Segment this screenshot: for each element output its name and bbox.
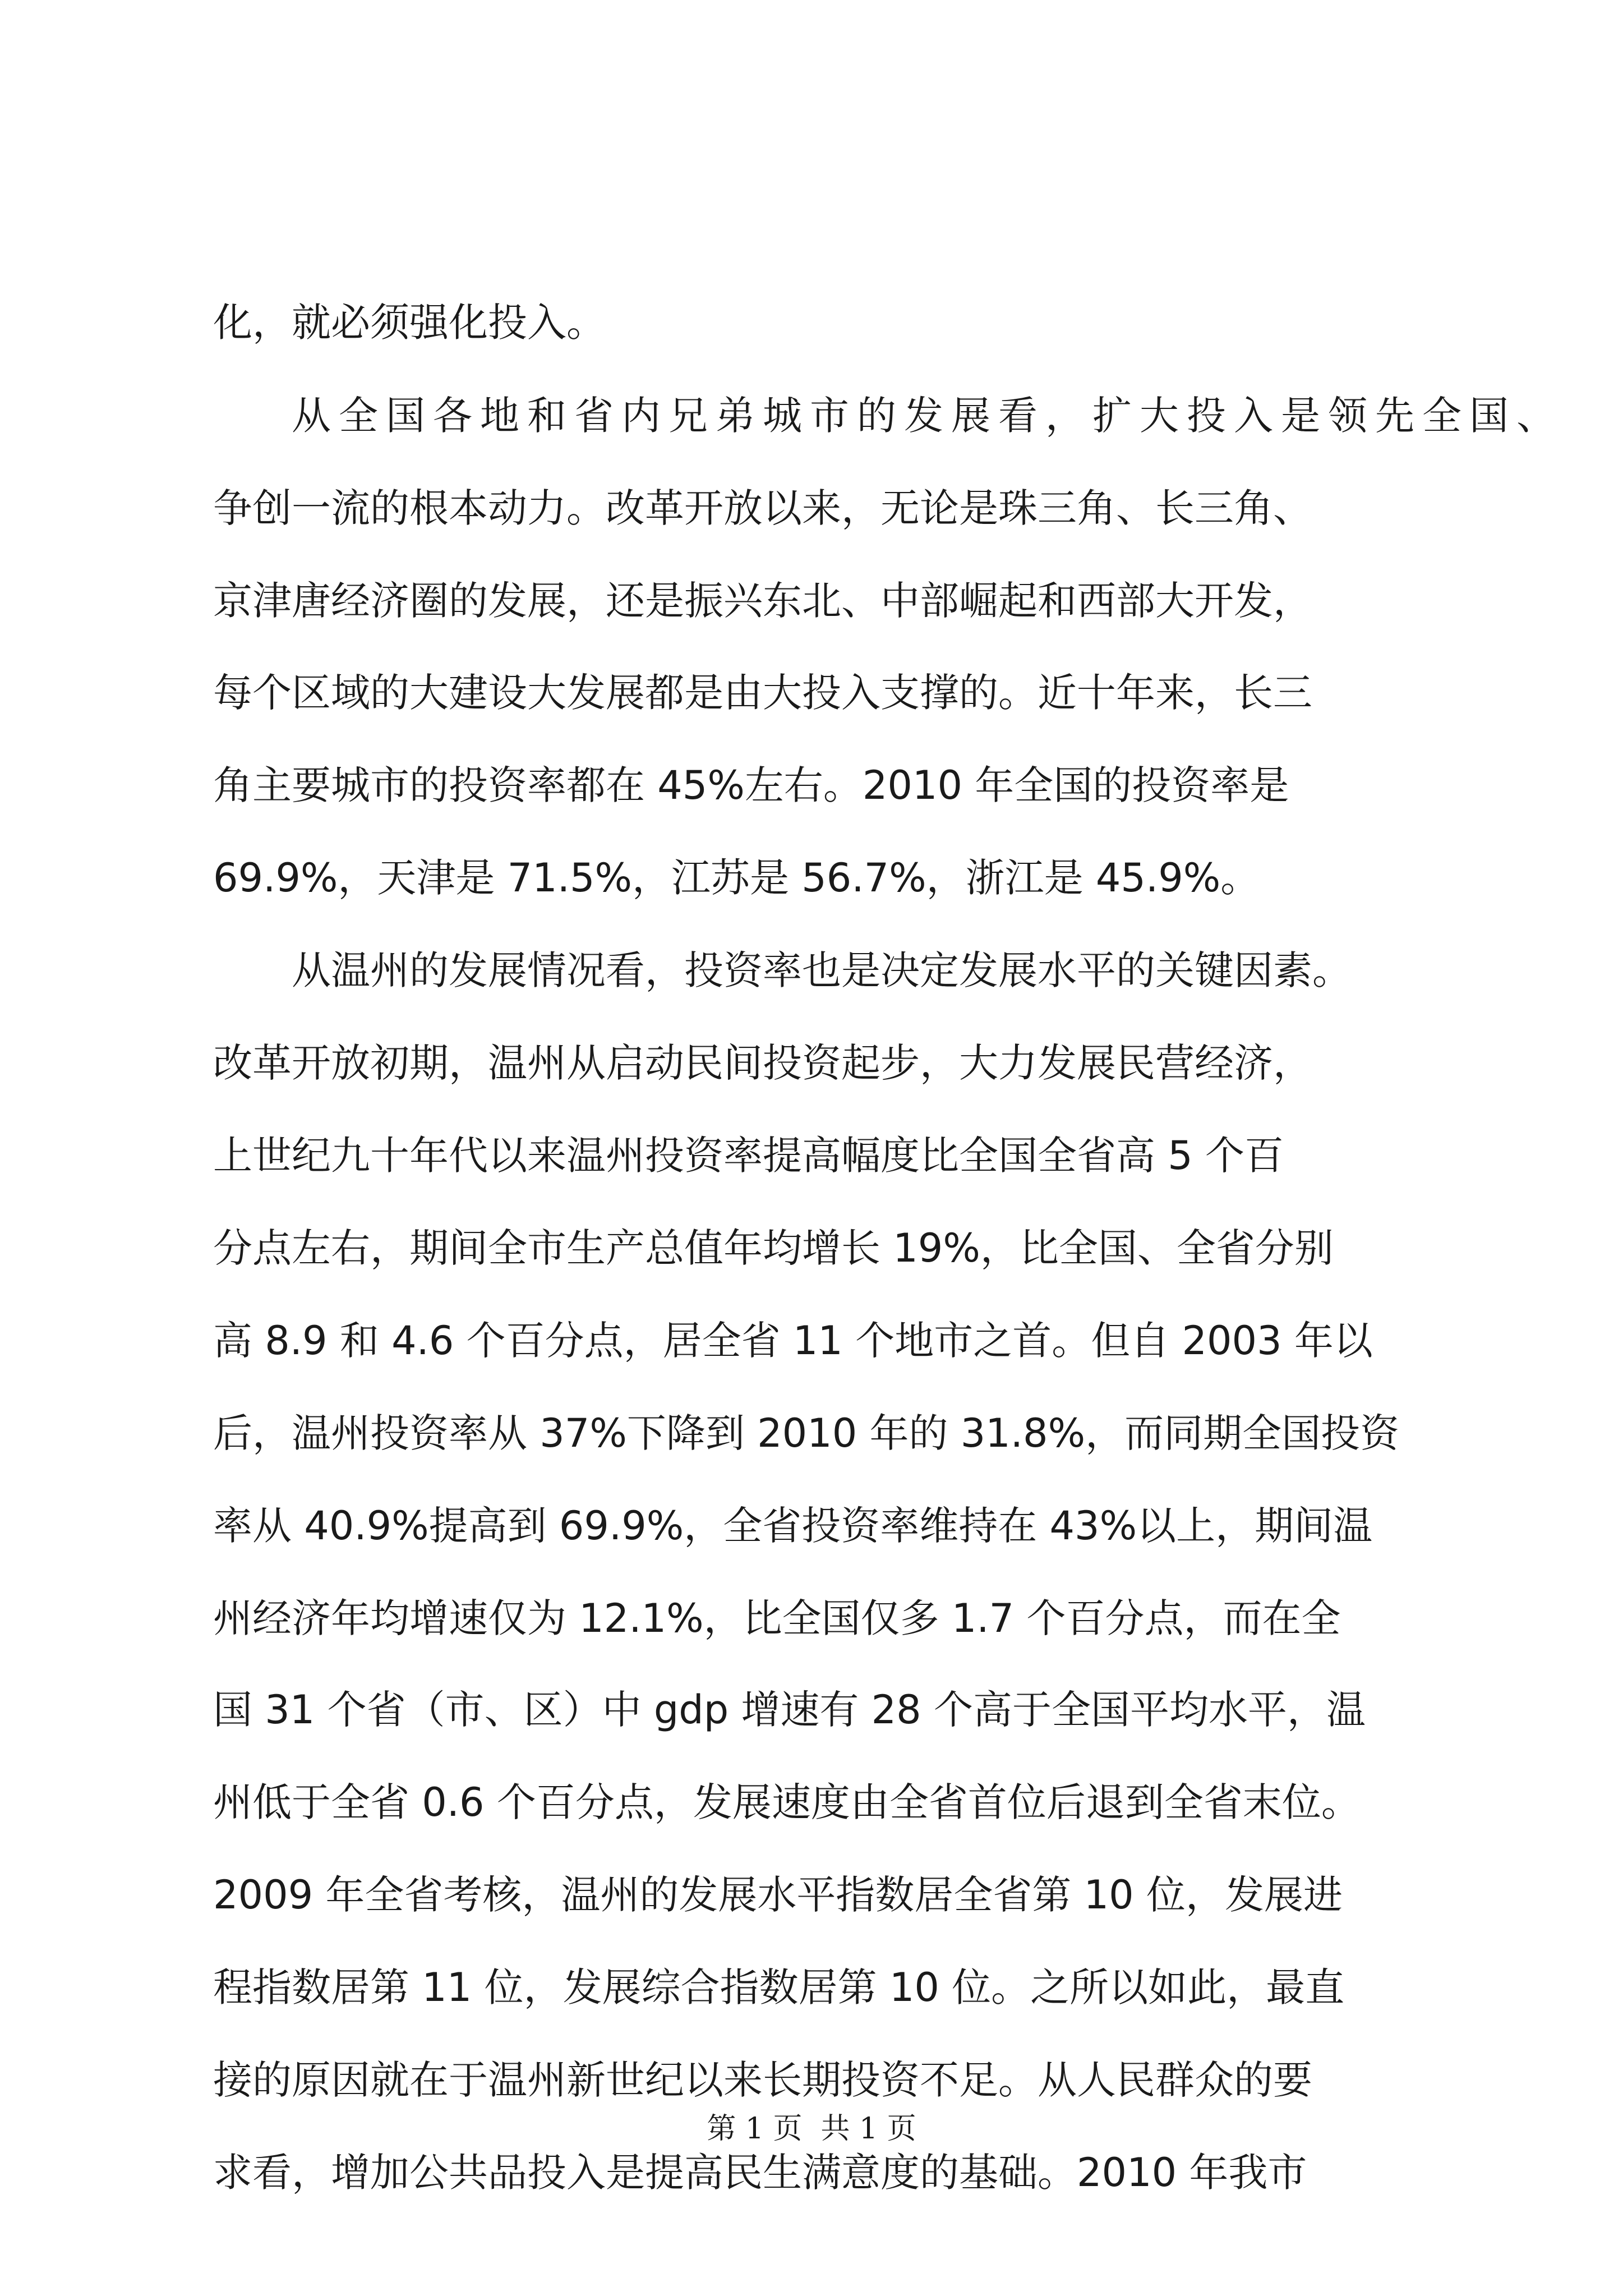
text-line-8: 从温州的发展情况看，投资率也是决定发展水平的关键因素。 <box>292 947 1352 993</box>
text-line-12: 高 8.9 和 4.6 个百分点，居全省 11 个地市之首。但自 2003 年以 <box>213 1318 1373 1364</box>
text-line-1: 化，就必须强化投入。 <box>213 300 606 346</box>
text-line-7: 69.9%，天津是 71.5%，江苏是 56.7%，浙江是 45.9%。 <box>213 855 1260 901</box>
text-line-21: 求看，增加公共品投入是提高民生满意度的基础。2010 年我市 <box>213 2150 1307 2196</box>
text-line-13: 后，温州投资率从 37%下降到 2010 年的 31.8%，而同期全国投资 <box>213 1410 1400 1456</box>
page-footer: 第 1 页 共 1 页 <box>707 2112 916 2146</box>
text-line-3: 争创一流的根本动力。改革开放以来，无论是珠三角、长三角、 <box>213 485 1312 531</box>
text-line-11: 分点左右，期间全市生产总值年均增长 19%，比全国、全省分别 <box>213 1225 1334 1271</box>
text-line-15: 州经济年均增速仅为 12.1%，比全国仅多 1.7 个百分点，而在全 <box>213 1595 1341 1641</box>
text-line-18: 2009 年全省考核，温州的发展水平指数居全省第 10 位，发展进 <box>213 1872 1343 1918</box>
text-line-16: 国 31 个省（市、区）中 gdp 增速有 28 个高于全国平均水平，温 <box>213 1687 1366 1733</box>
text-line-2: 从全国各地和省内兄弟城市的发展看，扩大投入是领先全国、 <box>292 393 1556 439</box>
text-line-10: 上世纪九十年代以来温州投资率提高幅度比全国全省高 5 个百 <box>213 1133 1284 1179</box>
text-line-9: 改革开放初期，温州从启动民间投资起步，大力发展民营经济， <box>213 1040 1312 1086</box>
text-line-5: 每个区域的大建设大发展都是由大投入支撑的。近十年来，长三 <box>213 670 1312 716</box>
text-line-17: 州低于全省 0.6 个百分点，发展速度由全省首位后退到全省末位。 <box>213 1779 1361 1825</box>
text-line-19: 程指数居第 11 位，发展综合指数居第 10 位。之所以如此，最直 <box>213 1964 1345 2010</box>
text-line-6: 角主要城市的投资率都在 45%左右。2010 年全国的投资率是 <box>213 762 1289 808</box>
text-line-4: 京津唐经济圈的发展，还是振兴东北、中部崛起和西部大开发， <box>213 578 1312 624</box>
text-line-20: 接的原因就在于温州新世纪以来长期投资不足。从人民群众的要 <box>213 2057 1312 2103</box>
text-line-14: 率从 40.9%提高到 69.9%，全省投资率维持在 43%以上，期间温 <box>213 1503 1373 1549</box>
